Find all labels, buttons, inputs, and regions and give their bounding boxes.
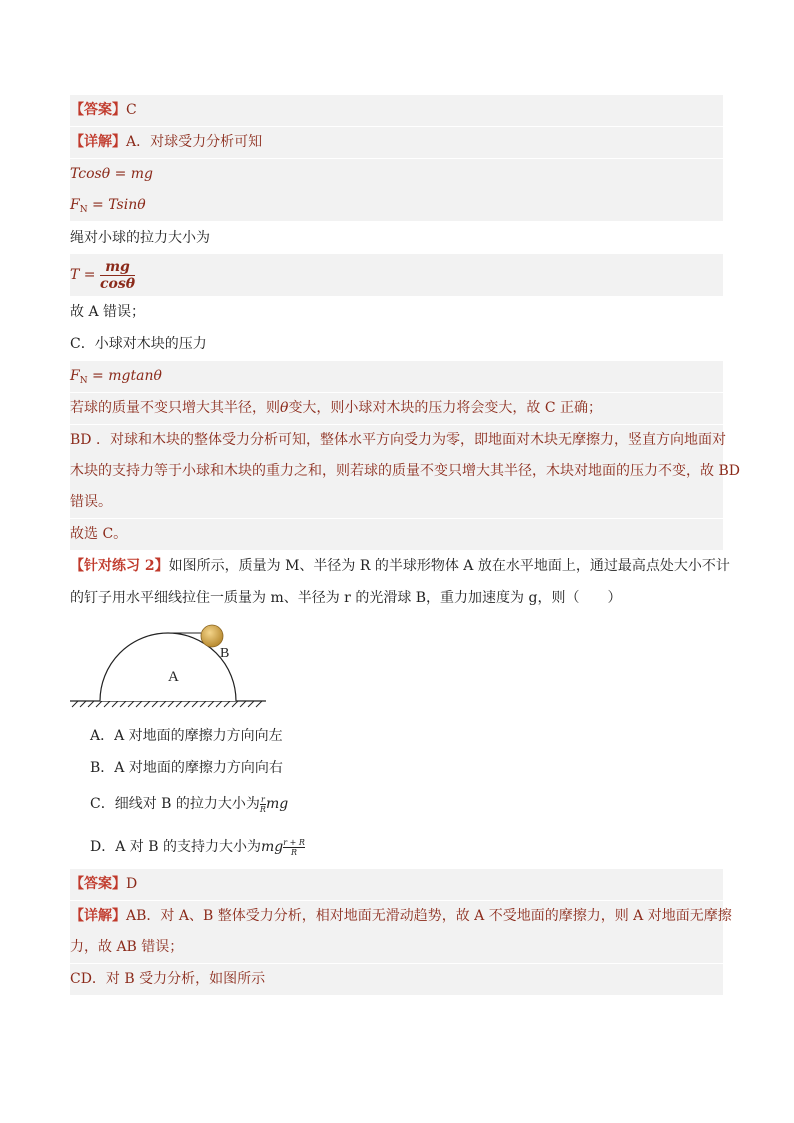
label-b: B (220, 646, 230, 661)
ground-hatch (72, 701, 262, 707)
answer-tag: 【答案】 (70, 102, 126, 118)
eq4-rhs: = mgtanθ (92, 368, 162, 384)
eq4-lhs: F (70, 368, 80, 384)
rope-text (70, 223, 723, 254)
option-d-fraction (283, 838, 305, 857)
equation-2 (70, 190, 723, 221)
eq3-numerator: mg (100, 259, 135, 276)
question-text-2: 的钉子用水平细线拉住一质量为 m、半径为 r 的光滑球 B，重力加速度为 g，则（ ） (70, 590, 622, 606)
detail-tag: 【详解】 (70, 134, 126, 150)
ab-text-2: 力，故 AB 错误； (70, 939, 184, 955)
question-text-1: 如图所示，质量为 M、半径为 R 的半球形物体 A 放在水平地面上，通过最高点处大小不计 (168, 558, 730, 574)
eq3-denominator: cosθ (99, 275, 136, 292)
answer-line (70, 95, 723, 126)
option-d-mg: mg (260, 839, 284, 855)
answer-value-2: D (126, 876, 138, 892)
ab-text-1: AB．对 A、B 整体受力分析，相对地面无滑动趋势，故 A 不受地面的摩擦力，则 A 对地面无摩擦 (126, 908, 732, 924)
option-b[interactable] (90, 754, 283, 782)
eq1-lhs: Tcosθ (70, 166, 111, 182)
choose-text: 故选 C。 (70, 526, 128, 542)
ball-b (201, 625, 223, 647)
bd-text-1: BD ．对球和木块的整体受力分析可知，整体水平方向受力为零，即地面对木块无摩擦力，竖直方向地面对 (70, 432, 726, 448)
detail-line (70, 127, 723, 158)
detail-a-text: A．对球受力分析可知 (126, 134, 263, 150)
question-line-2 (70, 583, 723, 614)
detail-line-2 (70, 901, 732, 932)
option-b-text: B．A 对地面的摩擦力方向向右 (90, 760, 283, 776)
bd-line-3 (70, 487, 723, 518)
answer-value: C (126, 102, 137, 118)
c-text (70, 329, 723, 360)
ab-line-2 (70, 932, 723, 963)
option-c-den: R (259, 804, 266, 814)
eq3-lhs: T = (70, 267, 96, 283)
eq2-lhs: F (70, 197, 80, 213)
eq2-rhs: = Tsinθ (92, 197, 146, 213)
option-c-num: r (261, 794, 265, 804)
option-d-den: R (291, 847, 298, 857)
c-conclusion-theta: θ (280, 400, 289, 416)
cd-text: CD．对 B 受力分析，如图所示 (70, 971, 266, 987)
question-tag: 【针对练习 2】 (70, 558, 169, 574)
answer-line-2 (70, 869, 723, 900)
eq4-sub: N (79, 376, 88, 386)
equation-1 (70, 159, 723, 190)
option-c-mg: mg (265, 796, 289, 812)
label-a: A (168, 669, 179, 685)
option-a-text: A．A 对地面的摩擦力方向向左 (90, 728, 283, 744)
c-conclusion (70, 393, 723, 424)
c-text-label: C．小球对木块的压力 (70, 336, 207, 352)
hemisphere-figure (70, 618, 270, 710)
bd-line-1 (70, 425, 726, 456)
equation-3 (70, 254, 723, 296)
bd-text-2: 木块的支持力等于小球和木块的重力之和，则若球的质量不变只增大其半径，木块对地面的压力不变，故 BD (70, 463, 740, 479)
eq1-rhs: = mg (114, 166, 154, 182)
rope-text-label: 绳对小球的拉力大小为 (70, 230, 210, 246)
question-line-1 (70, 551, 730, 582)
eq3-fraction (100, 259, 135, 292)
option-a[interactable] (90, 722, 283, 750)
option-d-text: D．A 对 B 的支持力大小为 (90, 839, 261, 855)
eq2-sub: N (79, 205, 88, 215)
detail-tag-2: 【详解】 (70, 908, 126, 924)
a-wrong-text: 故 A 错误； (70, 304, 146, 320)
option-c[interactable] (90, 790, 288, 818)
answer-tag-2: 【答案】 (70, 876, 126, 892)
choose-line (70, 519, 723, 550)
option-d-num: r + R (283, 837, 305, 847)
a-wrong (70, 297, 723, 328)
bd-line-2 (70, 456, 740, 487)
option-c-text: C．细线对 B 的拉力大小为 (90, 796, 260, 812)
option-d[interactable] (90, 833, 305, 861)
equation-4 (70, 361, 723, 392)
cd-line (70, 964, 723, 995)
bd-text-3: 错误。 (70, 494, 112, 510)
c-conclusion-part1: 若球的质量不变只增大其半径，则 (70, 400, 280, 416)
c-conclusion-part2: 变大，则小球对木块的压力将会变大，故 C 正确； (288, 400, 603, 416)
